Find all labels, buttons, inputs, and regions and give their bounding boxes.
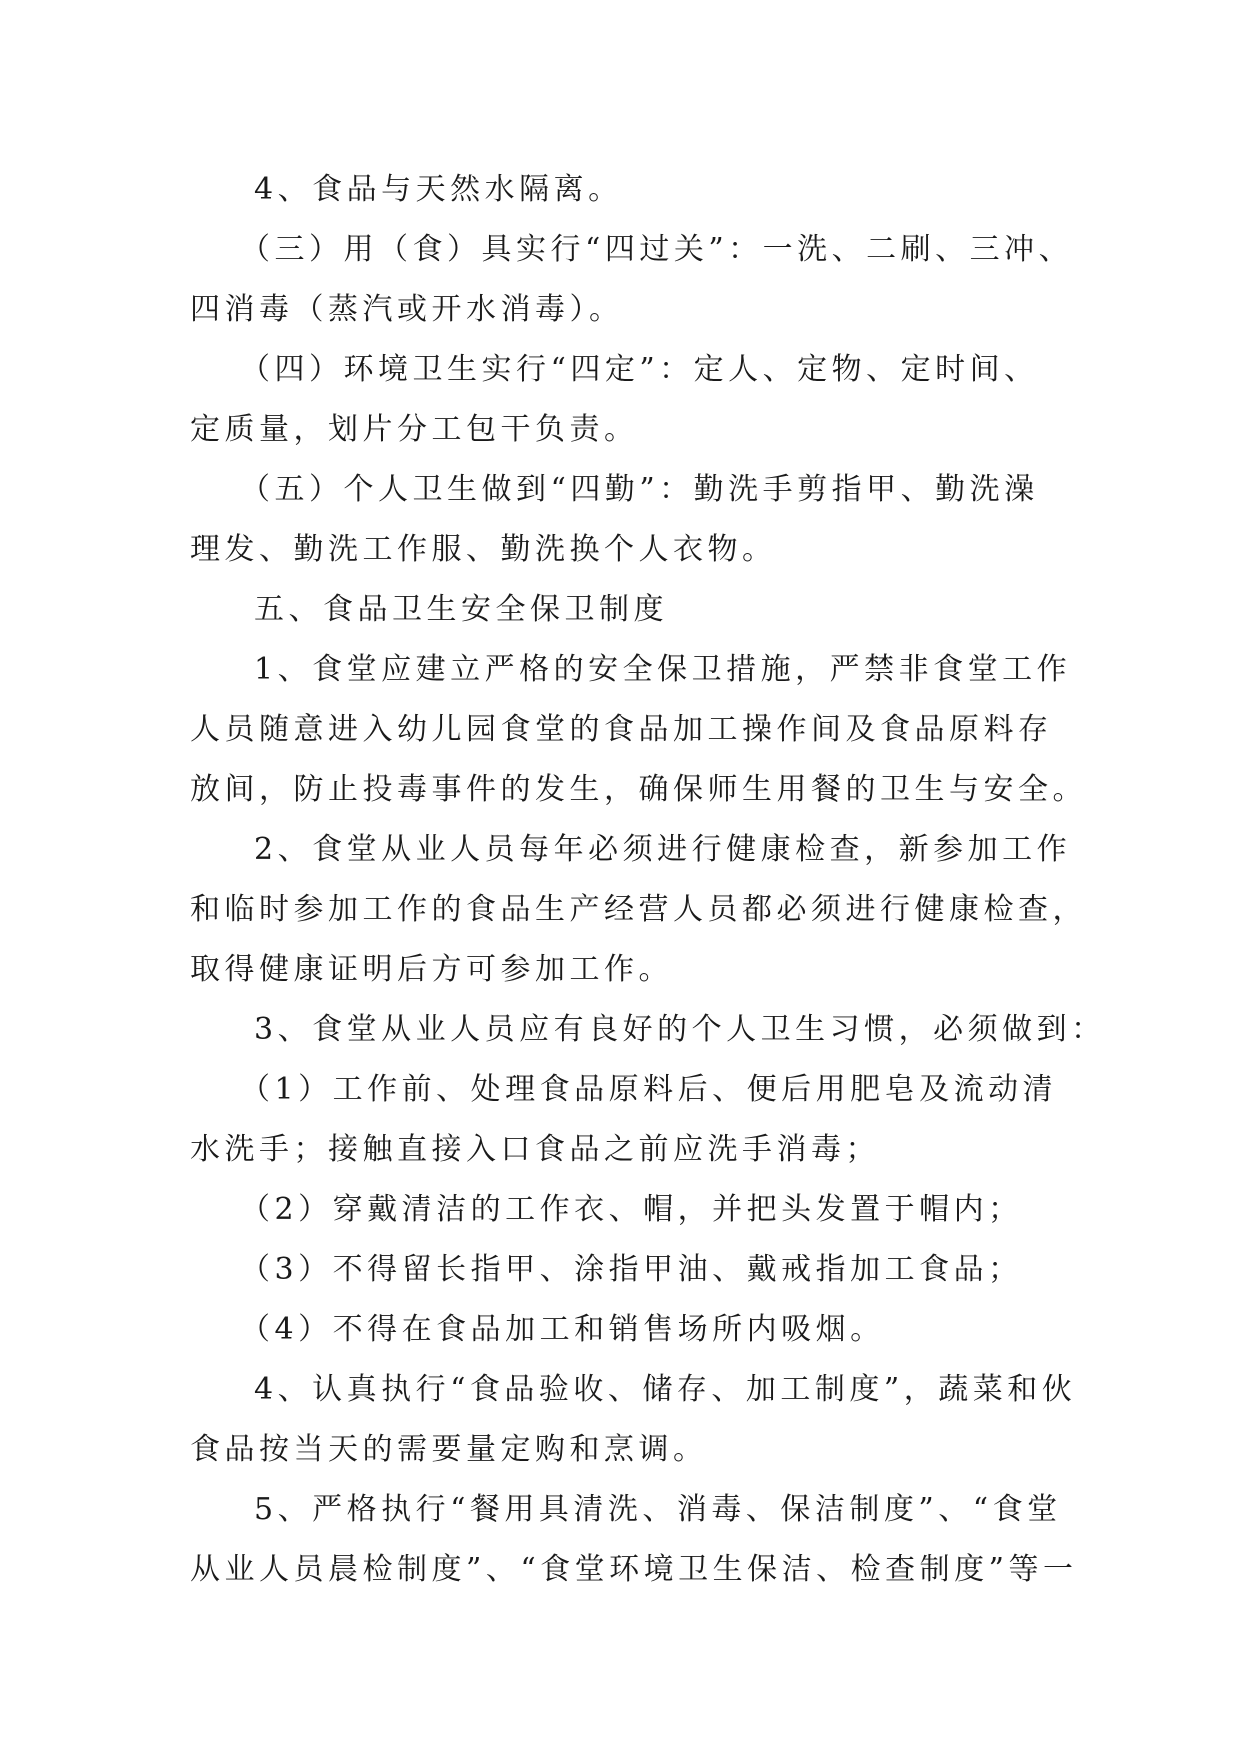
paragraph-line: 食品按当天的需要量定购和烹调。 [190,1432,708,1467]
section-heading-4: （四）环境卫生实行“四定”：定人、定物、定时间、 [240,352,1039,387]
paragraph-line: 水洗手；接触直接入口食品之前应洗手消毒； [190,1132,880,1167]
list-item: （2）穿戴清洁的工作衣、帽，并把头发置于帽内； [240,1192,1023,1227]
paragraph-line: 3、食堂从业人员应有良好的个人卫生习惯，必须做到： [254,1012,1106,1047]
paragraph-line: 4、食品与天然水隔离。 [254,172,623,207]
paragraph-line: 2、食堂从业人员每年必须进行健康检查，新参加工作 [254,832,1072,867]
paragraph-line: 四消毒（蒸汽或开水消毒）。 [190,292,624,327]
paragraph-line: 5、严格执行“餐用具清洗、消毒、保洁制度”、“食堂 [254,1492,1062,1527]
paragraph-line: 1、食堂应建立严格的安全保卫措施，严禁非食堂工作 [254,652,1072,687]
paragraph-line: 从业人员晨检制度”、“食堂环境卫生保洁、检查制度”等一 [190,1552,1078,1587]
section-heading-3: （三）用（食）具实行“四过关”：一洗、二刷、三冲、 [240,232,1074,267]
list-item: （3）不得留长指甲、涂指甲油、戴戒指加工食品； [240,1252,1023,1287]
paragraph-line: 和临时参加工作的食品生产经营人员都必须进行健康检查， [190,892,1087,927]
paragraph-line: 放间，防止投毒事件的发生，确保师生用餐的卫生与安全。 [190,772,1087,807]
paragraph-line: 定质量，划片分工包干负责。 [190,412,639,447]
paragraph-line: 人员随意进入幼儿园食堂的食品加工操作间及食品原料存 [190,712,1053,747]
section-heading-5: （五）个人卫生做到“四勤”：勤洗手剪指甲、勤洗澡 [240,472,1039,507]
list-item: （4）不得在食品加工和销售场所内吸烟。 [240,1312,885,1347]
document-body [190,160,1106,1600]
paragraph-line: 取得健康证明后方可参加工作。 [190,952,673,987]
chapter-heading: 五、食品卫生安全保卫制度 [254,592,668,627]
paragraph-line: 4、认真执行“食品验收、储存、加工制度”，蔬菜和伙 [254,1372,1077,1407]
list-item: （1）工作前、处理食品原料后、便后用肥皂及流动清 [240,1072,1058,1107]
paragraph-line: 理发、勤洗工作服、勤洗换个人衣物。 [190,532,777,567]
